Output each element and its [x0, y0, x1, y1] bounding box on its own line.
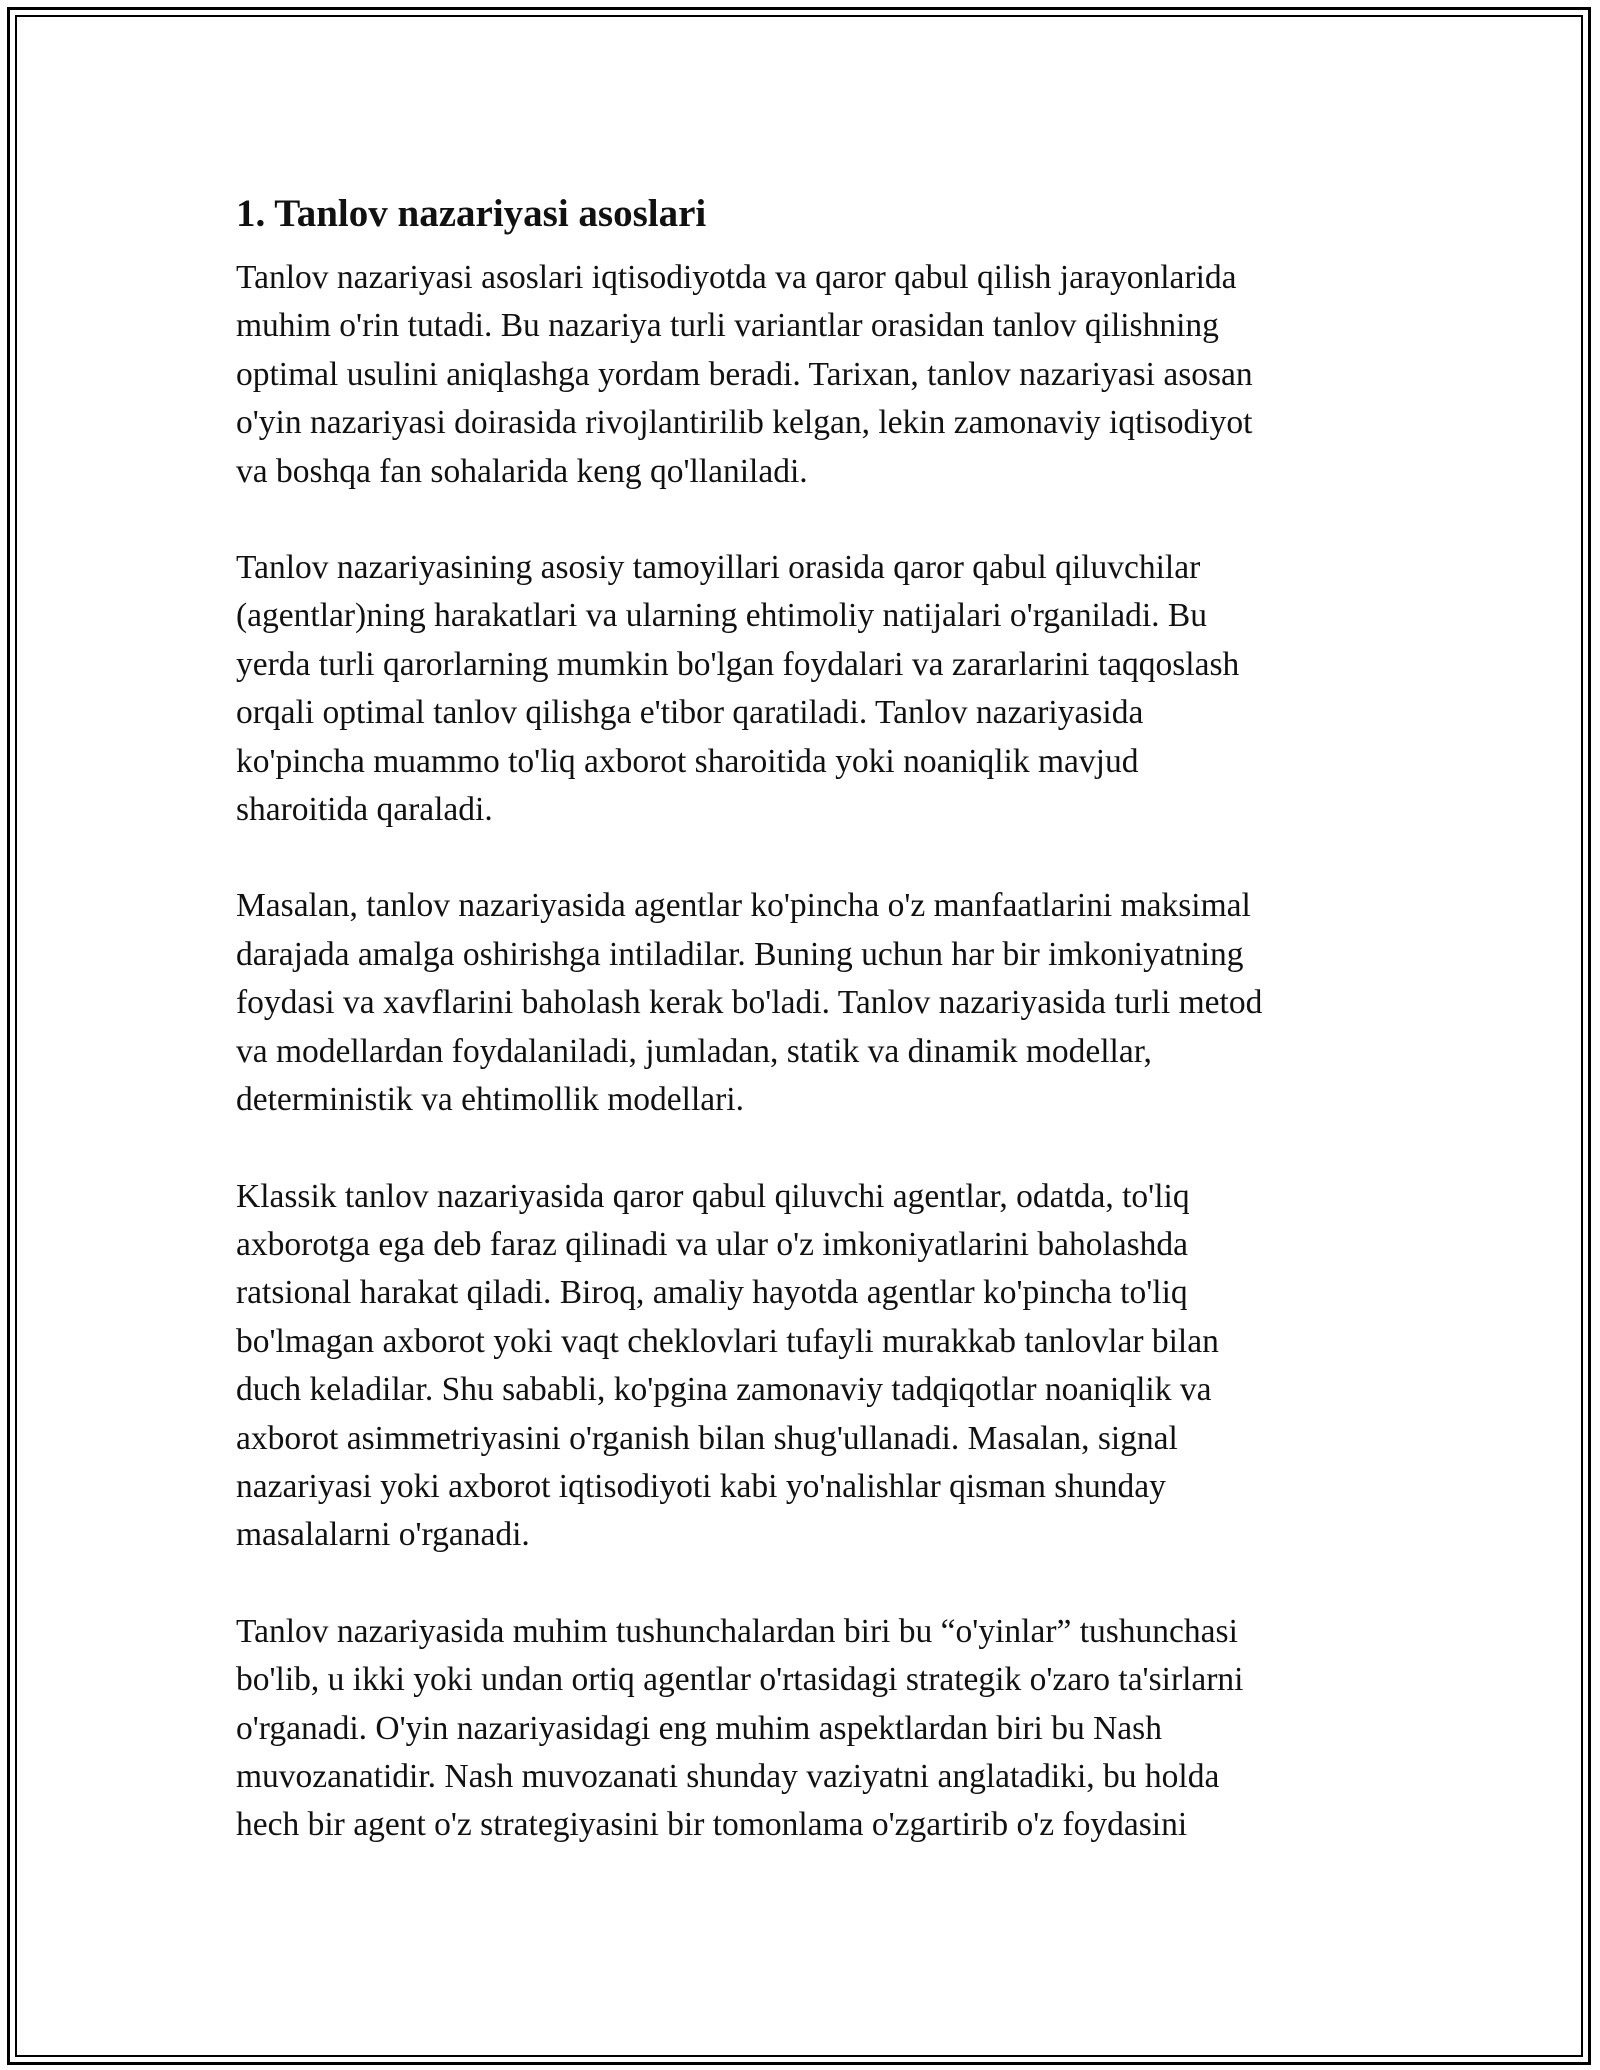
paragraph-line: muhim o'rin tutadi. Bu nazariya turli variantlar orasidan tanlov qilishning	[236, 307, 1219, 345]
paragraph-2	[236, 544, 1376, 834]
paragraph-1	[236, 254, 1376, 496]
section-heading: 1. Tanlov nazariyasi asoslari	[236, 192, 707, 235]
paragraph-line: o'rganadi. O'yin nazariyasidagi eng muhim aspektlardan biri bu Nash	[236, 1709, 1162, 1747]
paragraph-line: sharoitida qaraladi.	[236, 791, 493, 829]
paragraph-line: (agentlar)ning harakatlari va ularning ehtimoliy natijalari o'rganiladi. Bu	[236, 597, 1208, 635]
paragraph-line: Klassik tanlov nazariyasida qaror qabul qiluvchi agentlar, odatda, to'liq	[236, 1177, 1190, 1215]
paragraph-line: axborot asimmetriyasini o'rganish bilan shug'ullanadi. Masalan, signal	[236, 1419, 1178, 1457]
paragraph-line: ko'pincha muammo to'liq axborot sharoitida yoki noaniqlik mavjud	[236, 742, 1139, 780]
paragraph-line: deterministik va ehtimollik modellari.	[236, 1081, 744, 1119]
paragraph-line: Tanlov nazariyasining asosiy tamoyillari orasida qaror qabul qiluvchilar	[236, 549, 1201, 587]
paragraph-line: va modellardan foydalaniladi, jumladan, statik va dinamik modellar,	[236, 1032, 1152, 1070]
paragraph-line: optimal usulini aniqlashga yordam beradi. Tarixan, tanlov nazariyasi asosan	[236, 355, 1253, 393]
document-body	[236, 186, 1376, 1898]
paragraph-line: orqali optimal tanlov qilishga e'tibor qaratiladi. Tanlov nazariyasida	[236, 694, 1144, 732]
paragraph-line: duch keladilar. Shu sababli, ko'pgina zamonaviy tadqiqotlar noaniqlik va	[236, 1371, 1212, 1409]
paragraph-line: va boshqa fan sohalarida keng qo'llaniladi.	[236, 452, 808, 490]
paragraph-line: axborotga ega deb faraz qilinadi va ular o'z imkoniyatlarini baholashda	[236, 1225, 1189, 1263]
paragraph-line: nazariyasi yoki axborot iqtisodiyoti kabi yo'nalishlar qisman shunday	[236, 1467, 1166, 1505]
paragraph-line: bo'lmagan axborot yoki vaqt cheklovlari tufayli murakkab tanlovlar bilan	[236, 1322, 1219, 1360]
paragraph-line: masalalarni o'rganadi.	[236, 1516, 530, 1554]
paragraph-line: foydasi va xavflarini baholash kerak bo'ladi. Tanlov nazariyasida turli metod	[236, 984, 1263, 1022]
paragraph-4	[236, 1173, 1376, 1560]
paragraph-line: hech bir agent o'z strategiyasini bir tomonlama o'zgartirib o'z foydasini	[236, 1806, 1188, 1844]
paragraph-line: o'yin nazariyasi doirasida rivojlantirilib kelgan, lekin zamonaviy iqtisodiyot	[236, 404, 1253, 442]
paragraph-line: darajada amalga oshirishga intiladilar. Buning uchun har bir imkoniyatning	[236, 935, 1244, 973]
paragraph-3	[236, 882, 1376, 1124]
paragraph-5	[236, 1608, 1376, 1850]
paragraph-line: yerda turli qarorlarning mumkin bo'lgan foydalari va zararlarini taqqoslash	[236, 645, 1240, 683]
paragraph-line: muvozanatidir. Nash muvozanati shunday vaziyatni anglatadiki, bu holda	[236, 1757, 1220, 1795]
paragraph-line: ratsional harakat qiladi. Biroq, amaliy hayotda agentlar ko'pincha to'liq	[236, 1274, 1188, 1312]
paragraph-line: bo'lib, u ikki yoki undan ortiq agentlar o'rtasidagi strategik o'zaro ta'sirlarni	[236, 1661, 1244, 1699]
paragraph-line: Masalan, tanlov nazariyasida agentlar ko'pincha o'z manfaatlarini maksimal	[236, 887, 1251, 925]
paragraph-line: Tanlov nazariyasida muhim tushunchalardan biri bu “o'yinlar” tushunchasi	[236, 1612, 1238, 1650]
paragraph-line: Tanlov nazariyasi asoslari iqtisodiyotda va qaror qabul qilish jarayonlarida	[236, 259, 1237, 296]
